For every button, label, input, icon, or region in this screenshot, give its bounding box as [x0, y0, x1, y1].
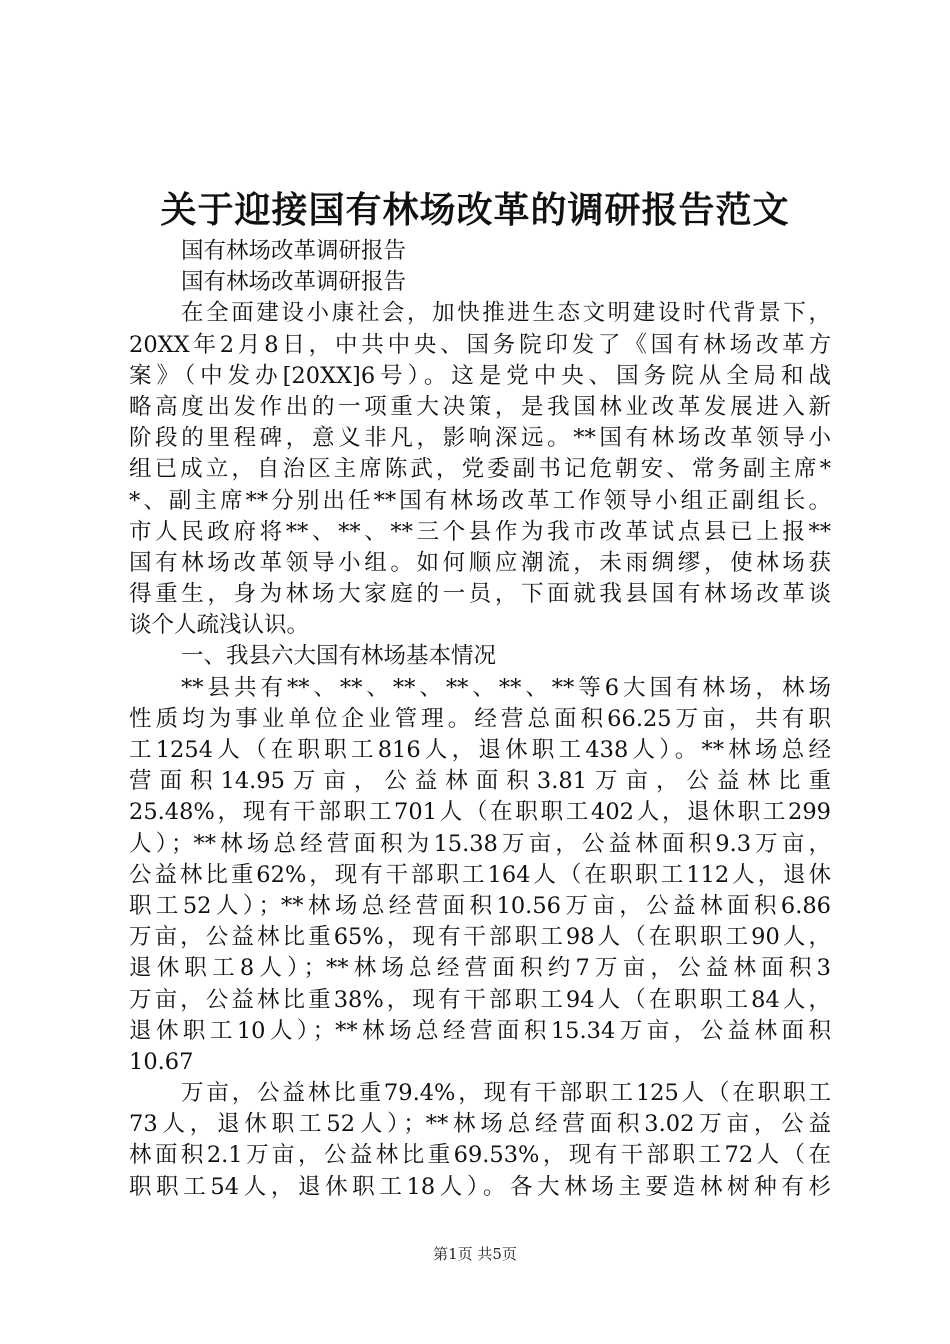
paragraph-line: 20XX年2月8日，中共中央、国务院印发了《国有林场改革方	[129, 331, 831, 358]
paragraph-line: **县共有**、**、**、**、**、**等6大国有林场，林场	[181, 674, 831, 701]
document-title: 关于迎接国有林场改革的调研报告范文	[160, 189, 790, 231]
paragraph-line: 国有林场改革领导小组。如何顺应潮流，未雨绸缪，使林场获	[129, 549, 831, 576]
paragraph-line: 得重生，身为林场大家庭的一员，下面就我县国有林场改革谈	[129, 581, 831, 608]
paragraph-line: 万亩，公益林比重38%，现有干部职工94人（在职职工84人，	[129, 986, 831, 1013]
paragraph-line: 略高度出发作出的一项重大决策，是我国林业改革发展进入新	[129, 393, 831, 420]
section-heading: 一、我县六大国有林场基本情况	[181, 643, 497, 670]
paragraph-line: 万亩，公益林比重65%，现有干部职工98人（在职职工90人，	[129, 924, 831, 951]
paragraph-line: 退休职工10人）；**林场总经营面积15.34万亩，公益林面积	[129, 1017, 831, 1044]
paragraph-line: 职工52人）；**林场总经营面积10.56万亩，公益林面积6.86	[129, 892, 831, 919]
paragraph-line: 组已成立，自治区主席陈武，党委副书记危朝安、常务副主席*	[129, 456, 831, 483]
paragraph-line: 公益林比重62%，现有干部职工164人（在职职工112人，退休	[129, 861, 831, 888]
paragraph-line: 万亩，公益林比重79.4%，现有干部职工125人（在职职工	[181, 1080, 831, 1107]
paragraph-line: 谈个人疏浅认识。	[129, 612, 310, 639]
paragraph-line: 退休职工8人）；**林场总经营面积约7万亩，公益林面积3	[129, 955, 831, 982]
paragraph-line: 阶段的里程碑，意义非凡，影响深远。**国有林场改革领导小	[129, 425, 831, 452]
paragraph-line: 10.67	[129, 1048, 194, 1075]
paragraph-line: 性质均为事业单位企业管理。经营总面积66.25万亩，共有职	[129, 705, 831, 732]
paragraph-line: 林面积2.1万亩，公益林比重69.53%，现有干部职工72人（在	[129, 1142, 831, 1169]
paragraph-line: 工1254人（在职职工816人，退休职工438人）。**林场总经	[129, 737, 831, 763]
subtitle-line: 国有林场改革调研报告	[181, 269, 407, 296]
subtitle-line: 国有林场改革调研报告	[181, 238, 407, 264]
paragraph-line: 在全面建设小康社会，加快推进生态文明建设时代背景下，	[181, 300, 831, 327]
paragraph-line: *、副主席**分别出任**国有林场改革工作领导小组正副组长。	[129, 487, 831, 514]
paragraph-line: 人）；**林场总经营面积为15.38万亩，公益林面积9.3万亩，	[129, 830, 831, 857]
paragraph-line: 营面积14.95万亩，公益林面积3.81万亩，公益林比重	[129, 768, 831, 795]
paragraph-line: 市人民政府将**、**、**三个县作为我市改革试点县已上报**	[129, 518, 831, 545]
paragraph-line: 73人，退休职工52人）；**林场总经营面积3.02万亩，公益	[129, 1111, 831, 1138]
document-body	[129, 236, 831, 1203]
paragraph-line: 25.48%，现有干部职工701人（在职职工402人，退休职工299	[129, 799, 831, 826]
page-number-footer: 第1页 共5页	[433, 1245, 517, 1263]
paragraph-line: 案》（中发办[20XX]6号）。这是党中央、国务院从全局和战	[129, 362, 831, 389]
paragraph-line: 职职工54人，退休职工18人）。各大林场主要造林树种有杉	[129, 1173, 831, 1200]
